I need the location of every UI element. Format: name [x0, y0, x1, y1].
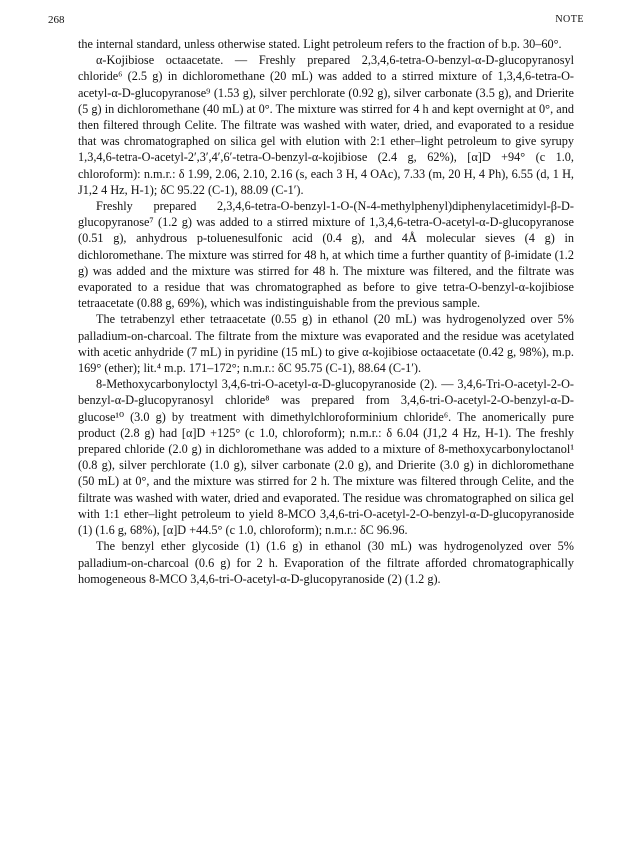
page-header [48, 14, 584, 30]
paragraph: The benzyl ether glycoside (1) (1.6 g) in ethanol (30 mL) was hydrogenolyzed over 5% palladium-on-charcoal (0.6 g) for 2 h. Evaporation of the filtrate afforded chromatographically homogeneous 8-MCO 3,4,6-tri-O-acetyl-α-D-glucopyranoside (2) (1.2 g). [78, 539, 574, 586]
page-body [78, 36, 574, 587]
page-number: 268 [48, 14, 65, 26]
paragraph: Freshly prepared 2,3,4,6-tetra-O-benzyl-1-O-(N-4-methylphenyl)diphenylacetimidyl-β-D-glucopyranose⁷ (1.2 g) was added to a stirred mixture of 1,3,4,6-tetra-O-acetyl-α-D-glucopyranose (0.51 g), anhydrous p-toluenesulfonic acid (0.4 g), and 4Å molecular sieves (4 g) in dichloromethane. The mixture was stirred for 48 h, at which time a further quantity of β-imidate (1.2 g) was added and the mixture was stirred for 48 h. The mixture was filtered, and the filtrate was evaporated to a residue that was chromatographed as before to give tetra-O-benzyl-α-kojibiose tetraacetate (0.88 g, 69%), which was indistinguishable from the previous sample. [78, 199, 574, 311]
paragraph: the internal standard, unless otherwise stated. Light petroleum refers to the fraction of b.p. 30–60°. [78, 37, 562, 51]
running-head: NOTE [555, 14, 584, 25]
paragraph: 8-Methoxycarbonyloctyl 3,4,6-tri-O-acetyl-α-D-glucopyranoside (2). — 3,4,6-Tri-O-acetyl-2-O-benzyl-α-D-glucopyranosyl chloride⁸ was prepared from 3,4,6-tri-O-acetyl-2-O-benzyl-α-D-glucose¹⁰ (3.0 g) by treatment with dimethylchloroforminium chloride⁶. The anomerically pure product (2.8 g) had [α]D +125° (c 1.0, chloroform); n.m.r.: δ 6.04 (J1,2 4 Hz, H-1). The freshly prepared chloride (2.0 g) in dichloromethane was added to a mixture of 8-methoxycarbonyloctanol¹ (0.8 g), silver perchlorate (1.0 g), silver carbonate (2.0 g), and Drierite (3.0 g) in dichloromethane (50 mL) at 0°, and the mixture was stirred for 2 h. The mixture was filtered through Celite, and the filtrate was washed with water, dried and evaporated. The residue was chromatographed on silica gel with 1:1 ether–light petroleum to yield 8-MCO 3,4,6-tri-O-acetyl-2-O-benzyl-α-D-glucopyranoside (1) (1.6 g, 68%), [α]D +44.5° (c 1.0, chloroform); n.m.r.: δC 96.96. [78, 377, 574, 538]
paragraph: α-Kojibiose octaacetate. — Freshly prepared 2,3,4,6-tetra-O-benzyl-α-D-glucopyranosyl chloride⁶ (2.5 g) in dichloromethane (20 mL) was added to a stirred mixture of 1,3,4,6-tetra-O-acetyl-α-D-glucopyranose⁹ (1.53 g), silver perchlorate (0.92 g), silver carbonate (3.5 g), and Drierite (5 g) in dichloromethane (40 mL) at 0°. The mixture was stirred for 4 h and kept overnight at 0°, and then filtered through Celite. The filtrate was washed with water, dried, and evaporated to a residue that was chromatographed on silica gel with elution with 2:1 ether–light petroleum to give syrupy 1,3,4,6-tetra-O-acetyl-2′,3′,4′,6′-tetra-O-benzyl-α-kojibiose (2.4 g, 62%), [α]D +94° (c 1.0, chloroform): n.m.r.: δ 1.99, 2.06, 2.10, 2.16 (s, each 3 H, 4 OAc), 7.33 (m, 20 H, 4 Ph), 6.55 (d, 1 H, J1,2 4 Hz, H-1); δC 95.22 (C-1), 88.09 (C-1′). [78, 53, 574, 197]
paragraph: The tetrabenzyl ether tetraacetate (0.55 g) in ethanol (20 mL) was hydrogenolyzed over 5% palladium-on-charcoal. The filtrate from the mixture was evaporated and the residue was acetylated with acetic anhydride (7 mL) in pyridine (15 mL) to give α-kojibiose octaacetate (0.42 g, 98%), m.p. 169° (ether); lit.⁴ m.p. 171–172°; n.m.r.: δC 95.75 (C-1), 88.64 (C-1′). [78, 312, 574, 376]
